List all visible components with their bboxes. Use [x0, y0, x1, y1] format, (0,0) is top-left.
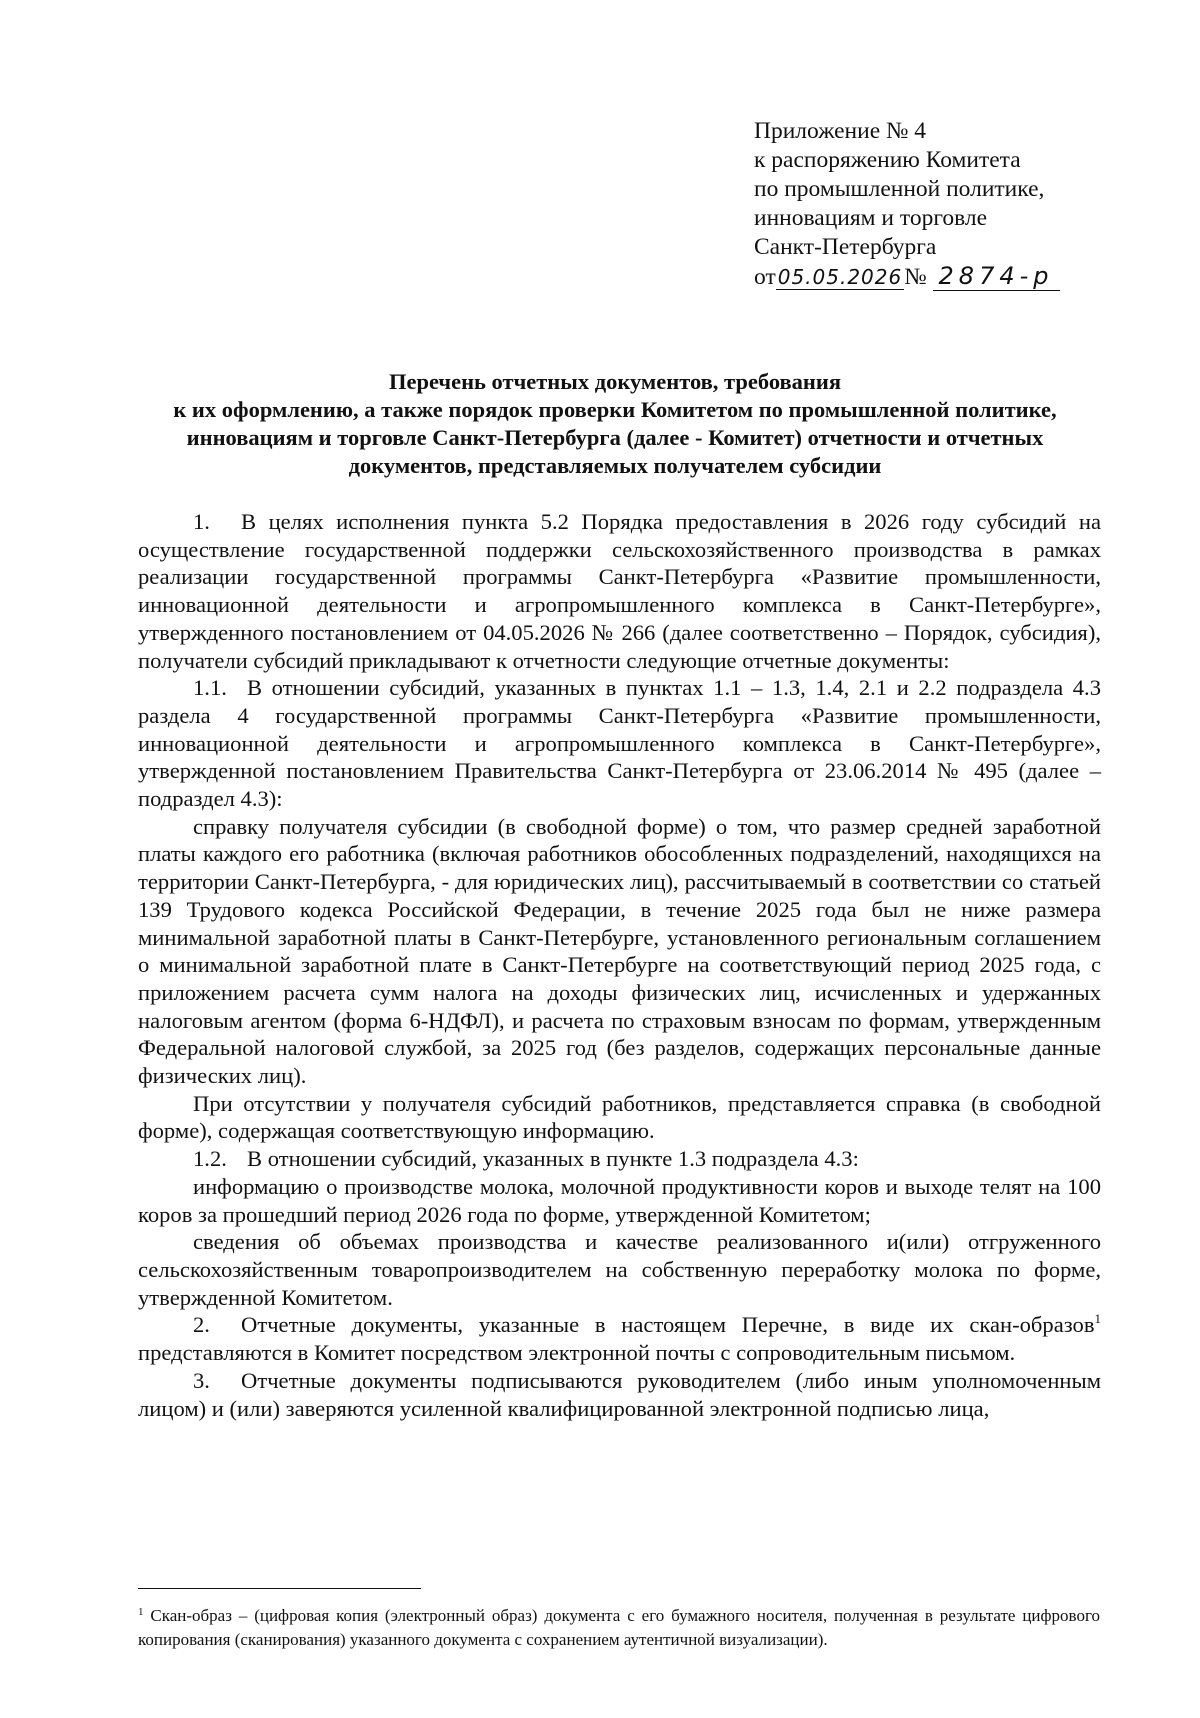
- from-label: от: [754, 264, 776, 290]
- paragraph-text: Отчетные документы, указанные в настоящем Перечне, в виде их скан-образов: [241, 1312, 1095, 1338]
- paragraph-text: Отчетные документы подписываются руководителем (либо иным уполномоченным лицом) и (или) заверяются усиленной квалифицированной электронной подписью лица,: [138, 1367, 1101, 1421]
- approval-line: Приложение № 4: [754, 118, 927, 144]
- approval-date-line: [754, 262, 1154, 292]
- handwritten-number: 2874-р: [933, 262, 1060, 291]
- title-line: инновациям и торговле Санкт-Петербурга (далее - Комитет) отчетности и отчетных: [186, 425, 1044, 450]
- title-line: к их оформлению, а также порядок проверки Комитетом по промышленной политике,: [173, 397, 1057, 422]
- approval-line: к распоряжению Комитета: [754, 147, 1021, 173]
- paragraph-1-1: [138, 674, 1101, 813]
- document-title: [130, 368, 1100, 480]
- handwritten-date: 05.05.2026: [777, 265, 903, 289]
- approval-line: Санкт-Петербурга: [754, 234, 937, 260]
- paragraph-text: представляются в Комитет посредством электронной почты с сопроводительным письмом.: [138, 1340, 1016, 1366]
- footnote-marker: 1: [138, 1606, 144, 1618]
- paragraph-1-1-b: При отсутствии у получателя субсидий работников, представляется справка (в свободной форме), содержащая соответствующую информацию.: [138, 1090, 1101, 1144]
- paragraph-number: 2.: [193, 1312, 210, 1338]
- approval-line: инновациям и торговле: [754, 205, 988, 231]
- paragraph-3: [138, 1367, 1101, 1422]
- paragraph-1-2: [138, 1145, 1101, 1173]
- paragraph-number: 3.: [193, 1367, 210, 1393]
- title-line: Перечень отчетных документов, требования: [388, 369, 842, 394]
- paragraph-1-2-a: информацию о производстве молока, молочной продуктивности коров и выходе телят на 100 коров за прошедший период 2026 года по форме, утвержденной Комитетом;: [138, 1173, 1101, 1227]
- number-label: №: [904, 264, 927, 290]
- footnote: [138, 1604, 1100, 1652]
- title-line: документов, представляемых получателем субсидии: [348, 453, 882, 478]
- paragraph-number: 1.1.: [193, 675, 227, 701]
- document-body: [138, 508, 1101, 1422]
- paragraph-number: 1.: [193, 509, 210, 534]
- paragraph-number: 1.2.: [193, 1146, 227, 1172]
- paragraph-1: [138, 508, 1101, 674]
- paragraph-text: В целях исполнения пункта 5.2 Порядка предоставления в 2026 году субсидий на осуществление государственной поддержки сельскохозяйственного производства в рамках реализации государственной программы Санкт-Петербурга «Развитие промышленности, инновационной деятельности и агропромышленного комплекса в Санкт-Петербурге», утвержденного постановлением от 04.05.2026 № 266 (далее соответственно – Порядок, субсидия), получатели субсидий прикладывают к отчетности следующие отчетные документы:: [138, 509, 1101, 673]
- footnote-reference: 1: [1094, 1311, 1101, 1327]
- approval-line: по промышленной политике,: [754, 176, 1045, 202]
- paragraph-2: [138, 1311, 1101, 1366]
- footnote-separator: [138, 1588, 421, 1589]
- paragraph-text: В отношении субсидий, указанных в пункте 1.3 подраздела 4.3:: [247, 1146, 859, 1172]
- paragraph-text: В отношении субсидий, указанных в пунктах 1.1 – 1.3, 1.4, 2.1 и 2.2 подраздела 4.3 раздела 4 государственной программы Санкт-Петербурга «Развитие промышленности, инновационной деятельности и агропромышленного комплекса в Санкт-Петербурге», утвержденной постановлением Правительства Санкт-Петербурга от 23.06.2014 № 495 (далее – подраздел 4.3):: [138, 675, 1101, 812]
- approval-block: [754, 117, 1154, 292]
- footnote-text: Скан-образ – (цифровая копия (электронный образ) документа с его бумажного носителя, полученная в результате цифрового копирования (сканирования) указанного документа с сохранением аутентичной визуализации).: [138, 1606, 1100, 1649]
- paragraph-1-1-a: справку получателя субсидии (в свободной форме) о том, что размер средней заработной платы каждого его работника (включая работников обособленных подразделений, находящихся на территории Санкт-Петербурга, - для юридических лиц), рассчитываемый в соответствии со статьей 139 Трудового кодекса Российской Федерации, в течение 2025 года был не ниже размера минимальной заработной платы в Санкт-Петербурге, установленного региональным соглашением о минимальной заработной плате в Санкт-Петербурге на соответствующий период 2025 года, с приложением расчета сумм налога на доходы физических лиц, исчисленных и удержанных налоговым агентом (форма 6-НДФЛ), и расчета по страховым взносам по формам, утвержденным Федеральной налоговой службой, за 2025 год (без разделов, содержащих персональные данные физических лиц).: [138, 813, 1101, 1089]
- paragraph-1-2-b: сведения об объемах производства и качестве реализованного и(или) отгруженного сельскохозяйственным товаропроизводителем на собственную переработку молока по форме, утвержденной Комитетом.: [138, 1229, 1101, 1310]
